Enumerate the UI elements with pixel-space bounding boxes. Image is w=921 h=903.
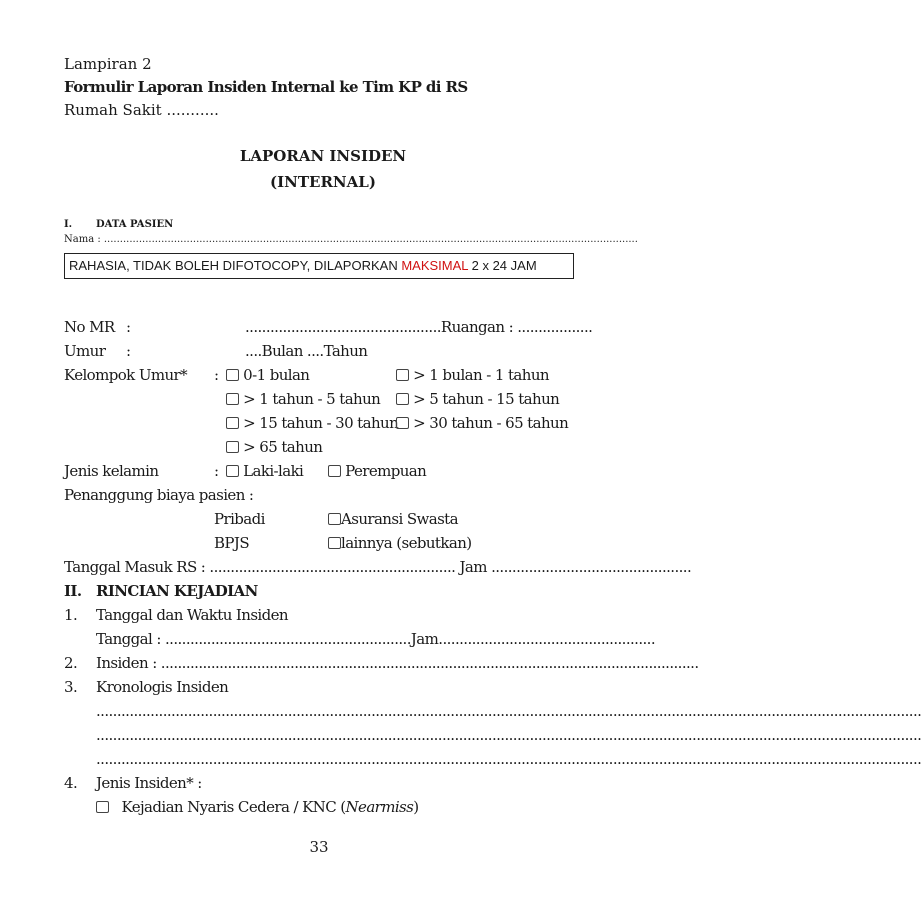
- payer-label: Penanggung biaya pasien :: [64, 486, 254, 504]
- incident-type-label: Jenis Insiden* :: [96, 774, 202, 792]
- gender-colon: :: [214, 462, 219, 480]
- age-option-label: > 65 tahun: [243, 438, 323, 456]
- nomr-field[interactable]: ...............................................Ruangan : ..................: [245, 318, 593, 336]
- age-option[interactable]: [396, 414, 568, 432]
- age-option[interactable]: [226, 366, 309, 384]
- payer-option-label: Asuransi Swasta: [341, 510, 458, 528]
- age-option-label: > 15 tahun - 30 tahun: [243, 414, 399, 432]
- checkbox-icon[interactable]: [328, 513, 341, 525]
- age-option[interactable]: [226, 438, 322, 456]
- umur-label: Umur: [64, 342, 106, 360]
- payer-option-bpjs[interactable]: BPJS: [214, 534, 250, 552]
- checkbox-icon[interactable]: [396, 393, 409, 405]
- gender-option-label: Laki-laki: [243, 462, 304, 480]
- age-option-label: > 5 tahun - 15 tahun: [413, 390, 560, 408]
- age-group-label: Kelompok Umur*: [64, 366, 188, 384]
- chronology-line[interactable]: ......................................................................................................................................................................................................: [96, 702, 921, 720]
- page-number: 33: [309, 838, 329, 856]
- nomr-colon: :: [126, 318, 131, 336]
- age-group-colon: :: [214, 366, 219, 384]
- section-number: II.: [64, 582, 82, 600]
- section-heading: RINCIAN KEJADIAN: [96, 582, 258, 600]
- checkbox-icon[interactable]: [226, 441, 239, 453]
- checkbox-icon[interactable]: [328, 465, 341, 477]
- age-option[interactable]: [396, 390, 559, 408]
- gender-label: Jenis kelamin: [64, 462, 159, 480]
- checkbox-icon[interactable]: [226, 417, 239, 429]
- checkbox-icon[interactable]: [226, 465, 239, 477]
- incident-datetime-label: Tanggal dan Waktu Insiden: [96, 606, 288, 624]
- gender-option[interactable]: [226, 462, 303, 480]
- checkbox-icon[interactable]: [226, 393, 239, 405]
- patient-name-field[interactable]: Nama : ........................................................................................................................................................................: [64, 234, 638, 245]
- age-option-label: 0-1 bulan: [243, 366, 310, 384]
- nomr-label: No MR: [64, 318, 115, 336]
- section-number: I.: [64, 219, 73, 230]
- hospital-name: Rumah Sakit ...........: [64, 101, 219, 119]
- payer-option-lainnya[interactable]: [328, 534, 472, 552]
- option-label-italic: Nearmiss: [345, 798, 414, 816]
- umur-field[interactable]: ....Bulan ....Tahun: [245, 342, 368, 360]
- checkbox-icon[interactable]: [328, 537, 341, 549]
- gender-option[interactable]: [328, 462, 426, 480]
- report-subtitle: (INTERNAL): [270, 173, 376, 191]
- lampiran-label: Lampiran 2: [64, 55, 152, 73]
- section-heading: DATA PASIEN: [96, 219, 174, 230]
- age-option-label: > 1 bulan - 1 tahun: [413, 366, 549, 384]
- checkbox-icon[interactable]: [226, 369, 239, 381]
- chronology-label: Kronologis Insiden: [96, 678, 229, 696]
- notice-text: RAHASIA, TIDAK BOLEH DIFOTOCOPY, DILAPORKAN: [69, 258, 402, 273]
- form-name: Formulir Laporan Insiden Internal ke Tim KP di RS: [64, 78, 468, 96]
- checkbox-icon[interactable]: [396, 417, 409, 429]
- umur-colon: :: [126, 342, 131, 360]
- payer-option-asuransi[interactable]: [328, 510, 458, 528]
- item-number: 1.: [64, 606, 78, 624]
- payer-option-label: lainnya (sebutkan): [341, 534, 472, 552]
- payer-option-pribadi[interactable]: Pribadi: [214, 510, 265, 528]
- incident-datetime-field[interactable]: Tanggal : ...........................................................Jam....................................................: [96, 630, 656, 648]
- incident-field[interactable]: Insiden : .................................................................................................................................: [96, 654, 699, 672]
- age-option-label: > 30 tahun - 65 tahun: [413, 414, 569, 432]
- notice-maksimal: MAKSIMAL: [401, 258, 469, 273]
- gender-option-label: Perempuan: [345, 462, 427, 480]
- notice-deadline: 2 x 24 JAM: [468, 258, 537, 273]
- item-number: 3.: [64, 678, 78, 696]
- incident-type-option-knc[interactable]: [96, 798, 419, 816]
- confidential-notice: [64, 253, 574, 279]
- item-number: 2.: [64, 654, 78, 672]
- age-option[interactable]: [226, 414, 398, 432]
- option-label: Kejadian Nyaris Cedera / KNC (: [121, 798, 346, 816]
- report-title: LAPORAN INSIDEN: [239, 147, 407, 165]
- age-option[interactable]: [226, 390, 380, 408]
- age-option-label: > 1 tahun - 5 tahun: [243, 390, 381, 408]
- age-option[interactable]: [396, 366, 549, 384]
- checkbox-icon[interactable]: [396, 369, 409, 381]
- checkbox-icon[interactable]: [96, 801, 109, 813]
- admission-date-field[interactable]: Tanggal Masuk RS : ........................................................... Jam ................................................: [64, 558, 692, 576]
- chronology-line[interactable]: ......................................................................................................................................................................................................: [96, 726, 921, 744]
- chronology-line[interactable]: ......................................................................................................................................................................................................: [96, 750, 921, 768]
- option-label-close: ): [413, 798, 419, 816]
- item-number: 4.: [64, 774, 78, 792]
